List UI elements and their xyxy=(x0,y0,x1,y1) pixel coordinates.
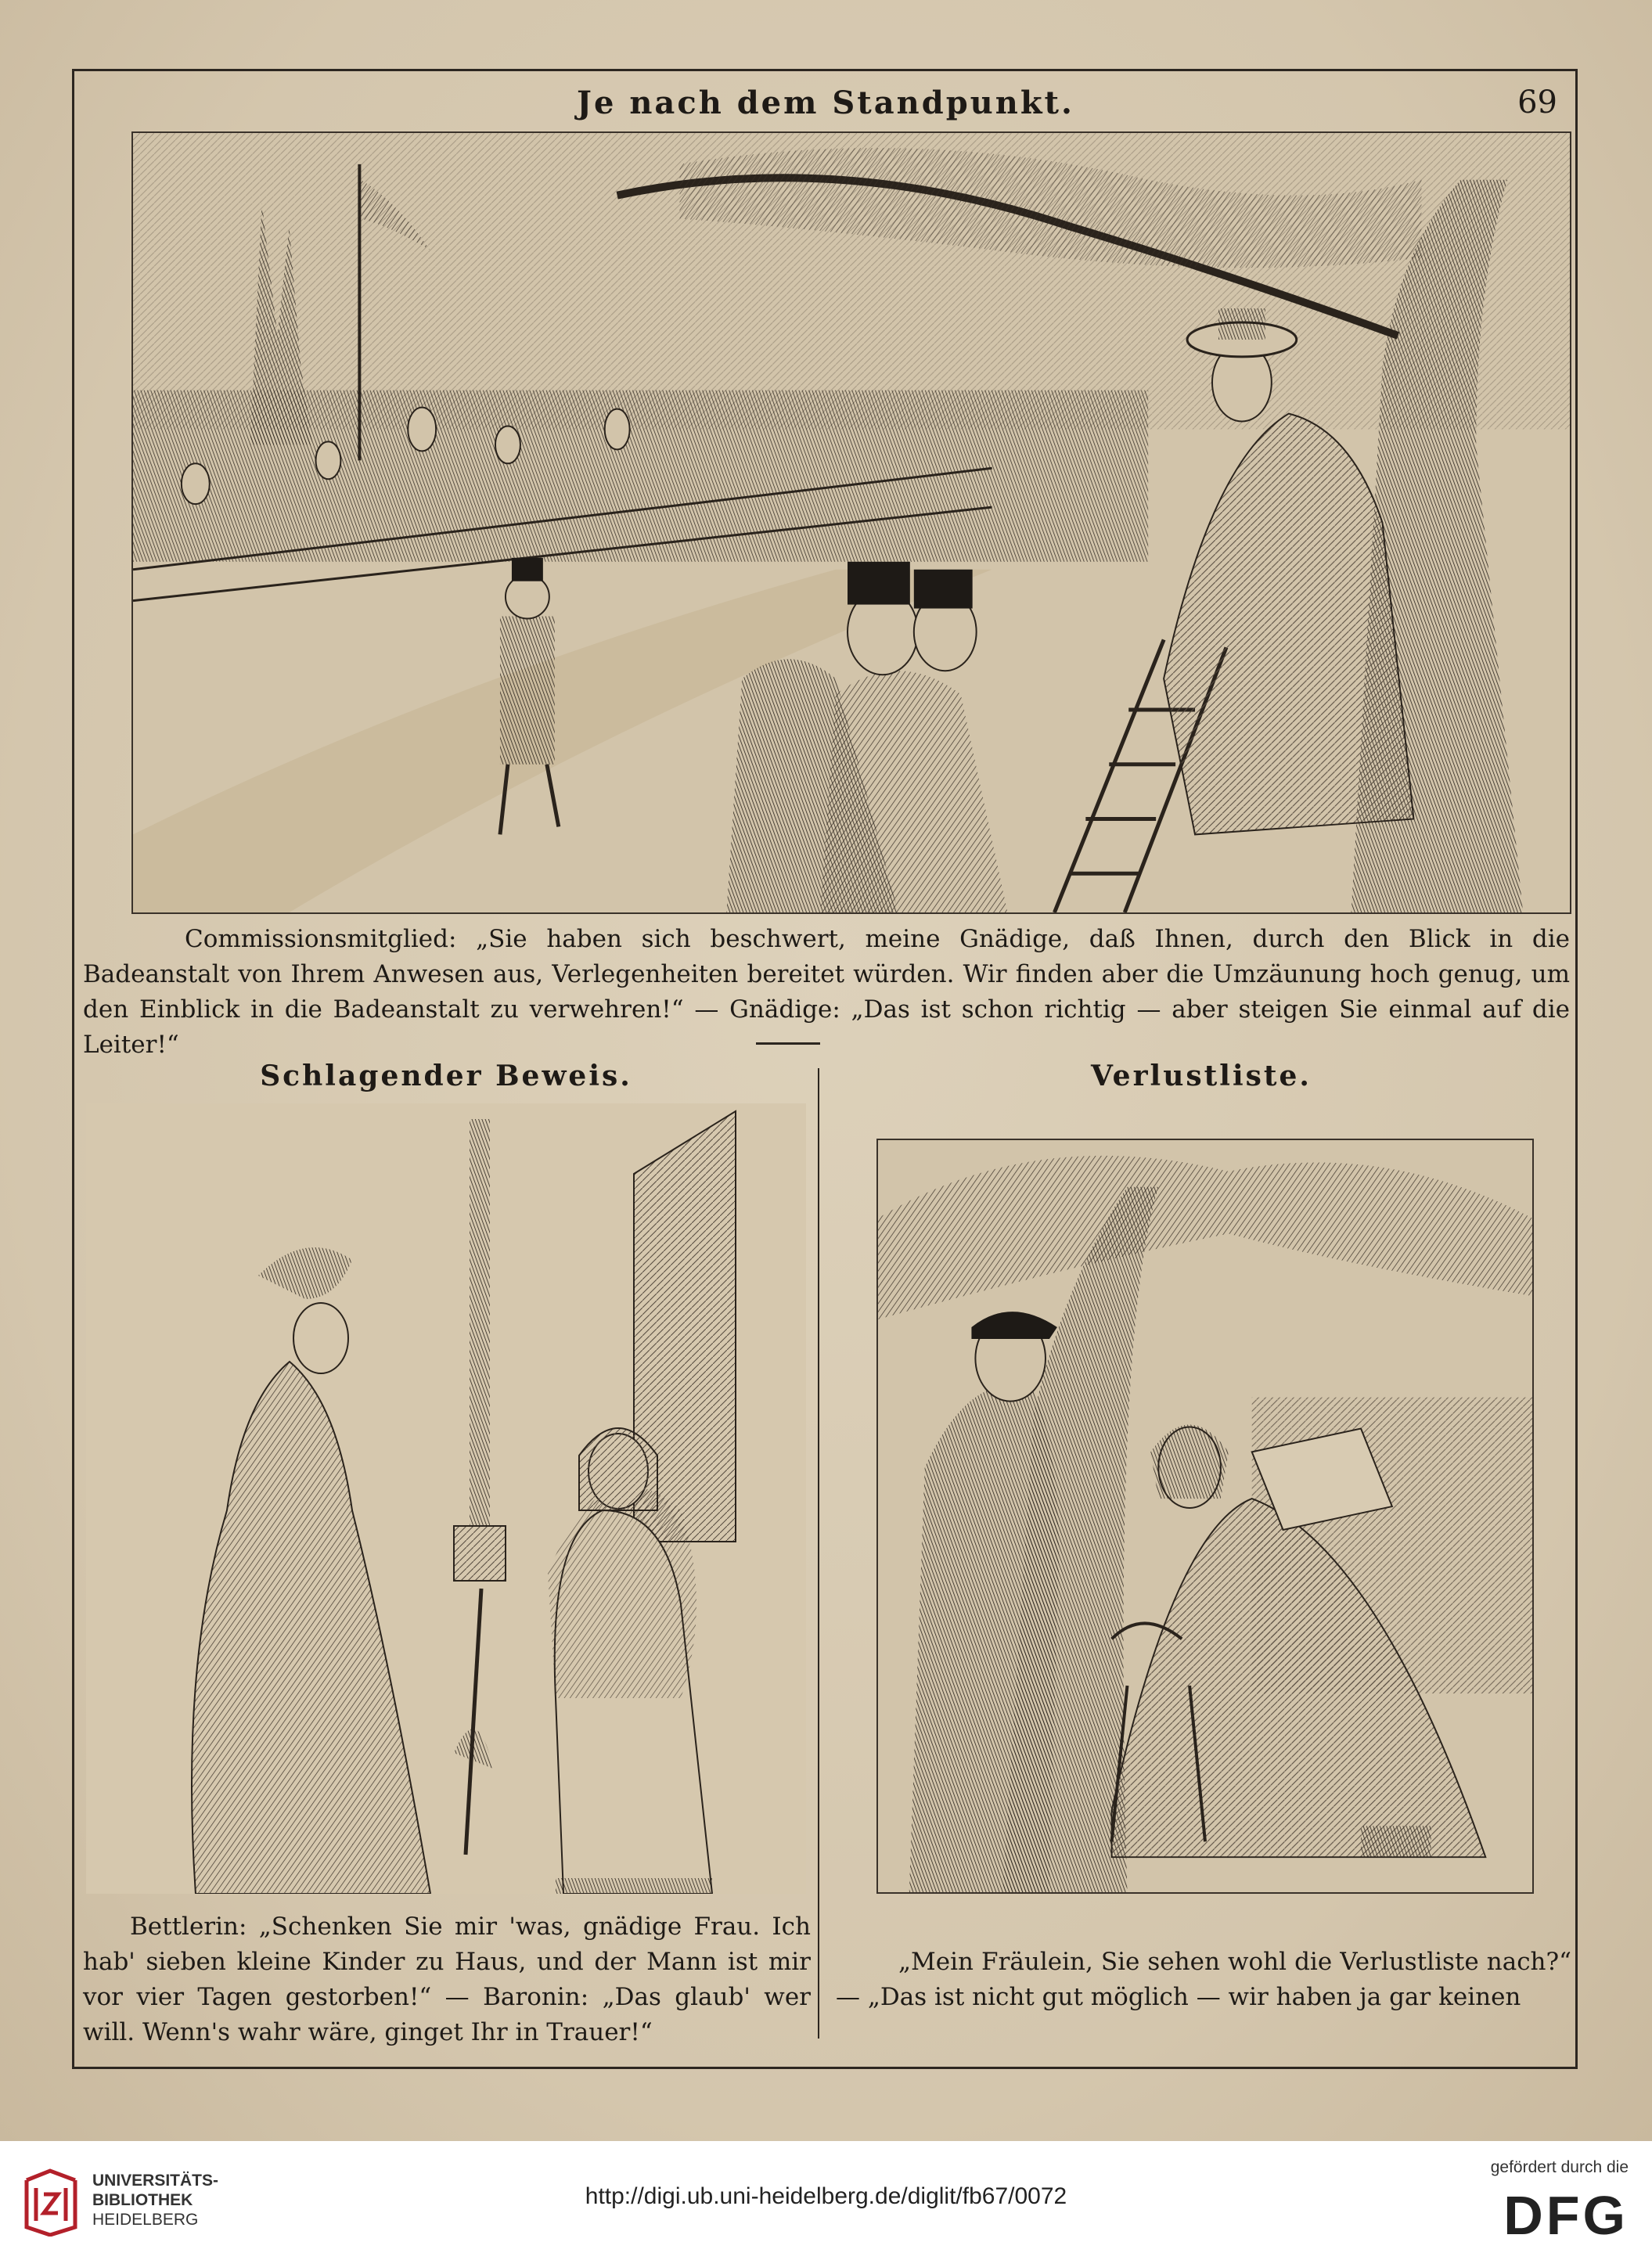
illustration-baroness-beggar xyxy=(86,1103,806,1894)
page-header xyxy=(78,75,1573,138)
page-title: Je nach dem Standpunkt. xyxy=(577,85,1074,121)
dfg-logo: DFG xyxy=(1503,2185,1629,2246)
library-line-3: HEIDELBERG xyxy=(92,2211,199,2229)
footer-bar xyxy=(0,2141,1652,2260)
right-caption: „Mein Fräulein, Sie sehen wohl die Verlustliste nach?“ — „Das ist nicht gut möglich — wir haben ja gar keinen xyxy=(836,1948,1571,2011)
illustration-verlustliste xyxy=(876,1139,1534,1894)
permalink-url[interactable]: http://digi.ub.uni-heidelberg.de/diglit/fb67/0072 xyxy=(585,2183,1067,2209)
left-caption: Bettlerin: „Schenken Sie mir 'was, gnädige Frau. Ich hab' sieben kleine Kinder zu Haus, und der Mann ist mir vor vier Tagen gestorben!“ — Baronin: „Das glaub' wer will. Wenn's wahr wäre, ginget Ihr in Trauer!“ xyxy=(83,1913,811,2046)
right-heading: Verlustliste. xyxy=(1091,1060,1312,1092)
column-divider xyxy=(818,1068,819,2039)
library-line-2: BIBLIOTHEK xyxy=(92,2191,193,2209)
funding-note: gefördert durch die xyxy=(1490,2158,1629,2176)
page-number: 69 xyxy=(1517,85,1557,121)
left-heading: Schlagender Beweis. xyxy=(260,1060,632,1092)
library-line-1: UNIVERSITÄTS- xyxy=(92,2172,219,2190)
illustration-bathing-scene xyxy=(131,131,1571,914)
section-divider xyxy=(756,1042,820,1045)
top-caption: Commissionsmitglied: „Sie haben sich beschwert, meine Gnädige, daß Ihnen, durch den Blick in die Badeanstalt von Ihrem Anwesen aus, Verlegenheiten bereitet würden. Wir finden aber die Umzäunung hoch genug, um den Einblick in die Badeanstalt zu verwehren!“ — Gnädige: „Das ist schon richtig — aber steigen Sie einmal auf die Leiter!“ xyxy=(83,925,1570,1059)
